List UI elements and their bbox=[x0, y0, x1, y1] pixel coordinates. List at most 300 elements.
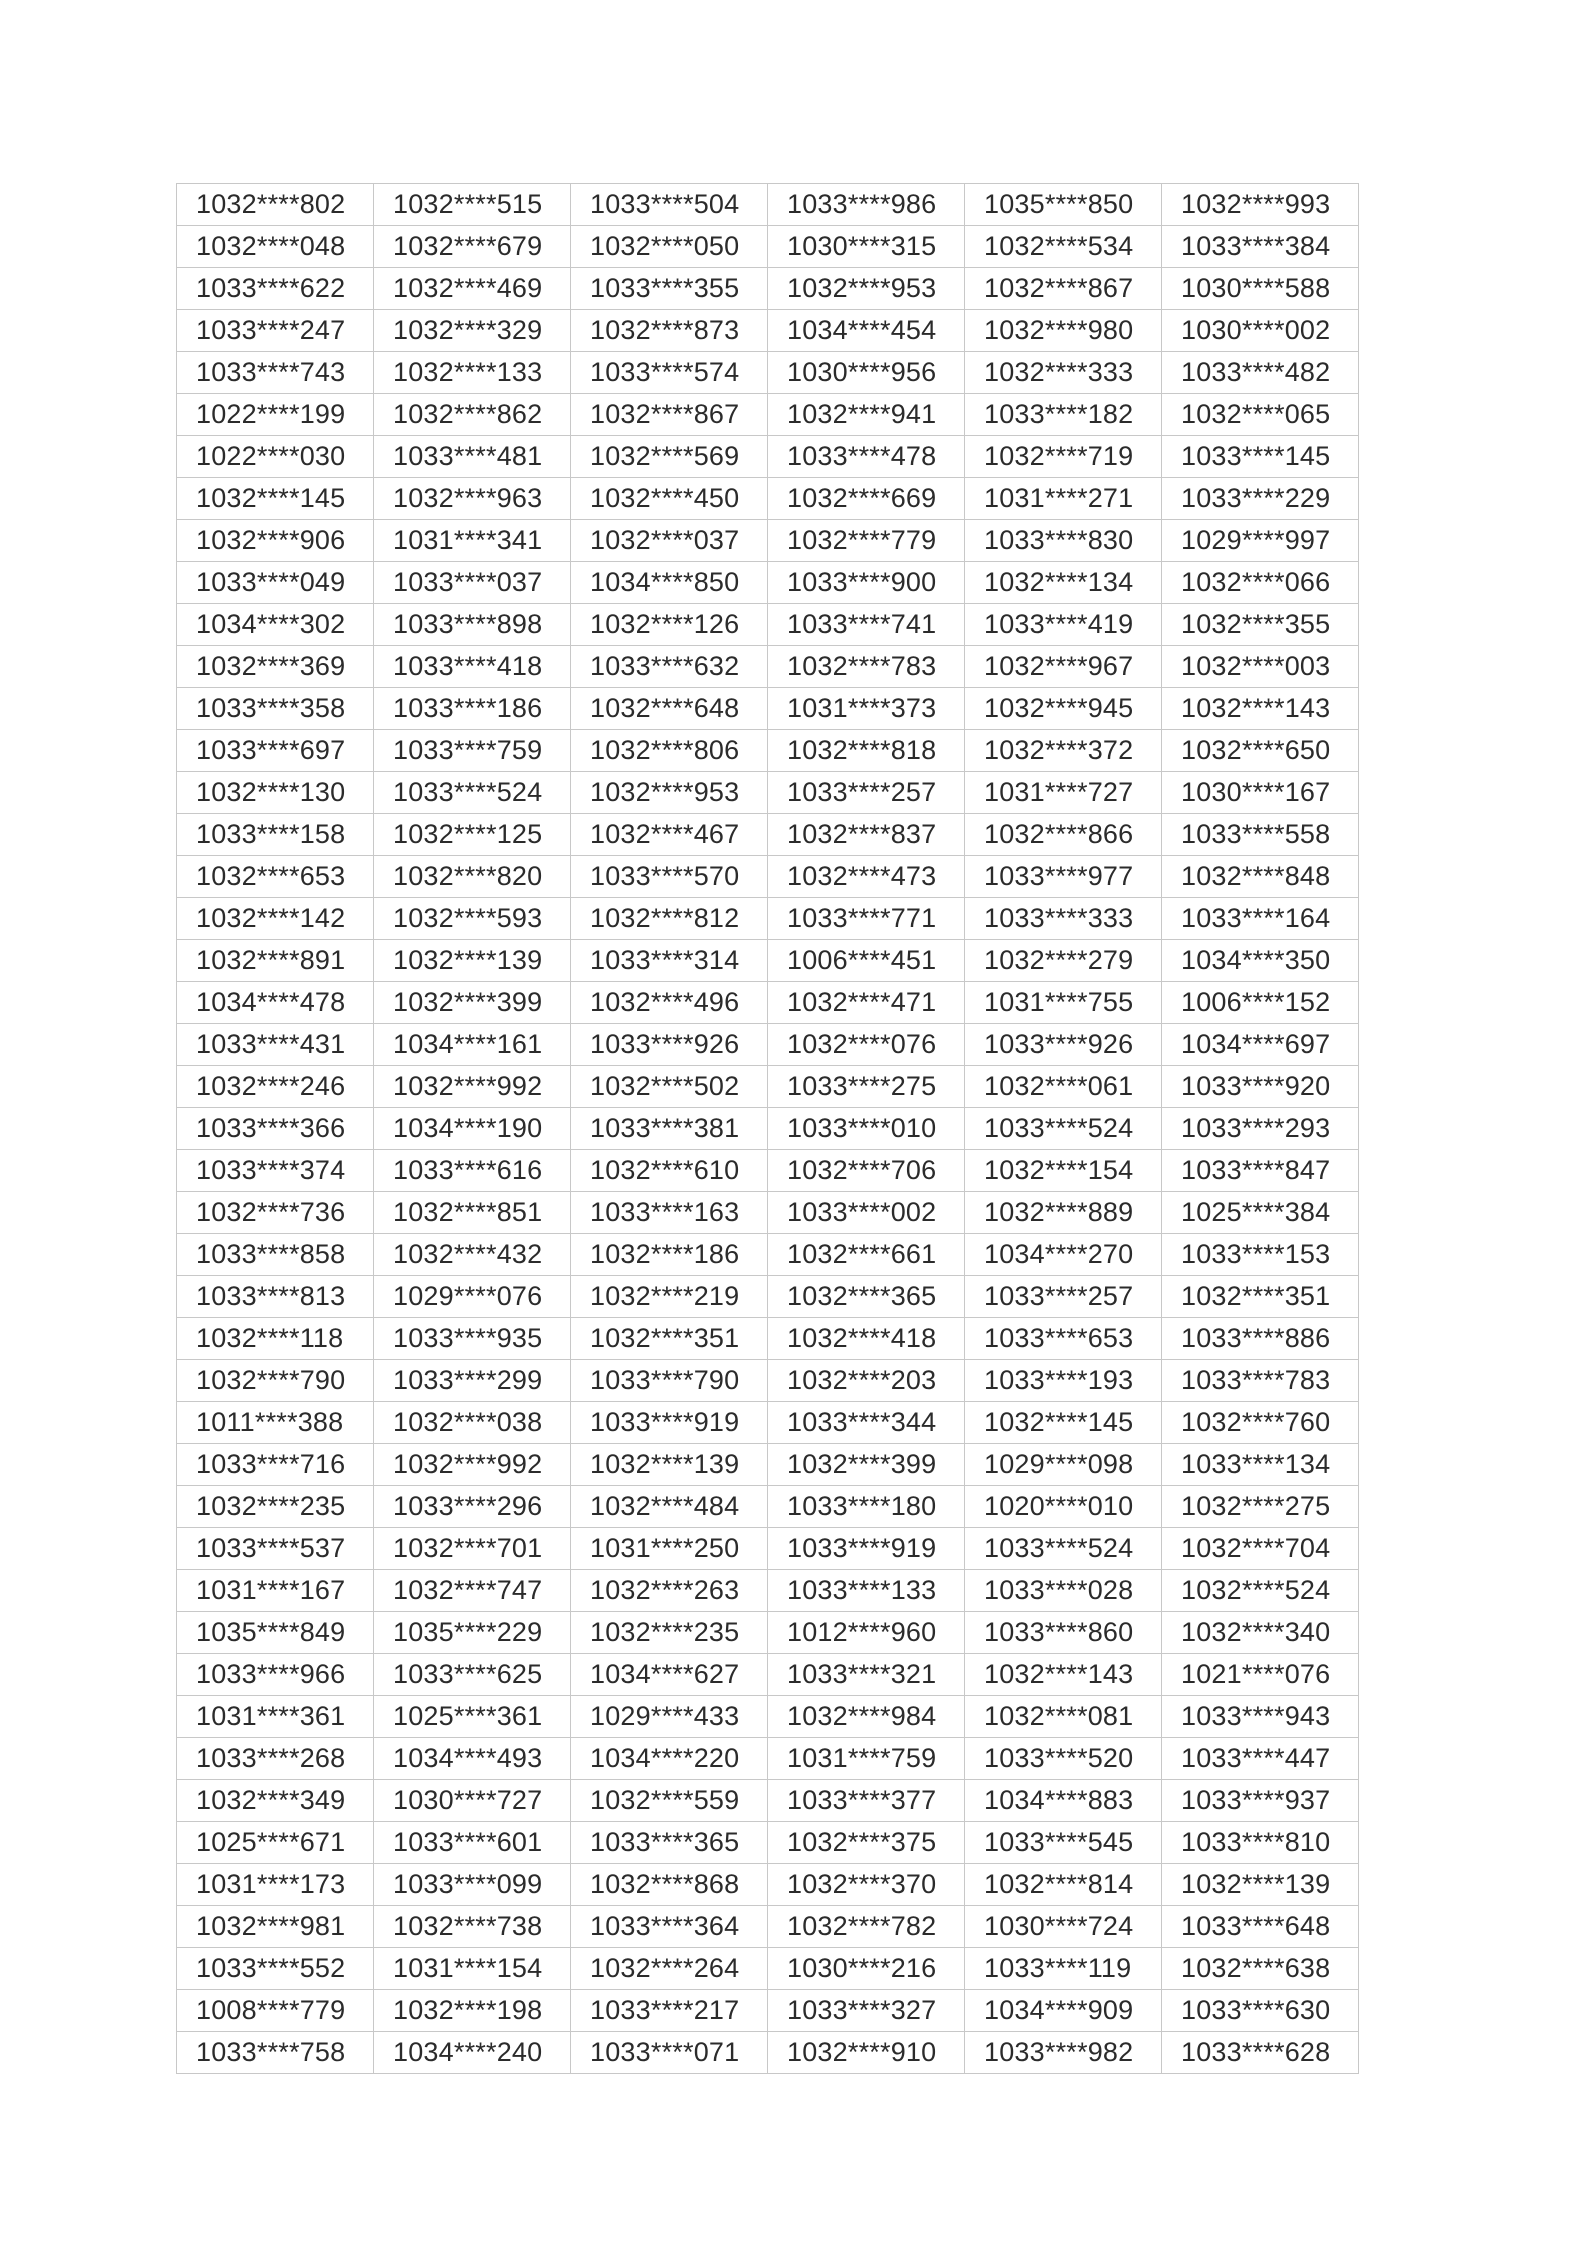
table-cell: 1032****048 bbox=[177, 226, 374, 268]
table-cell: 1033****257 bbox=[965, 1276, 1162, 1318]
table-row bbox=[177, 1612, 1359, 1654]
table-cell: 1032****820 bbox=[374, 856, 571, 898]
table-cell: 1033****648 bbox=[1162, 1906, 1359, 1948]
table-cell: 1033****926 bbox=[571, 1024, 768, 1066]
table-row bbox=[177, 604, 1359, 646]
table-cell: 1032****704 bbox=[1162, 1528, 1359, 1570]
table-cell: 1033****275 bbox=[768, 1066, 965, 1108]
table-cell: 1032****993 bbox=[1162, 184, 1359, 226]
table-cell: 1032****365 bbox=[768, 1276, 965, 1318]
table-cell: 1032****963 bbox=[374, 478, 571, 520]
table-cell: 1031****341 bbox=[374, 520, 571, 562]
table-cell: 1032****992 bbox=[374, 1066, 571, 1108]
table-cell: 1033****628 bbox=[1162, 2032, 1359, 2074]
table-cell: 1033****552 bbox=[177, 1948, 374, 1990]
table-cell: 1033****182 bbox=[965, 394, 1162, 436]
table-cell: 1033****982 bbox=[965, 2032, 1162, 2074]
table-cell: 1032****065 bbox=[1162, 394, 1359, 436]
table-cell: 1034****240 bbox=[374, 2032, 571, 2074]
table-cell: 1033****920 bbox=[1162, 1066, 1359, 1108]
table-cell: 1034****190 bbox=[374, 1108, 571, 1150]
table-cell: 1033****758 bbox=[177, 2032, 374, 2074]
table-cell: 1032****118 bbox=[177, 1318, 374, 1360]
table-cell: 1033****741 bbox=[768, 604, 965, 646]
table-cell: 1032****219 bbox=[571, 1276, 768, 1318]
table-cell: 1033****299 bbox=[374, 1360, 571, 1402]
table-cell: 1032****473 bbox=[768, 856, 965, 898]
table-cell: 1033****049 bbox=[177, 562, 374, 604]
table-row bbox=[177, 1822, 1359, 1864]
table-cell: 1032****235 bbox=[177, 1486, 374, 1528]
table-cell: 1032****432 bbox=[374, 1234, 571, 1276]
table-cell: 1032****050 bbox=[571, 226, 768, 268]
table-cell: 1030****724 bbox=[965, 1906, 1162, 1948]
table-cell: 1033****163 bbox=[571, 1192, 768, 1234]
table-cell: 1032****333 bbox=[965, 352, 1162, 394]
table-cell: 1034****697 bbox=[1162, 1024, 1359, 1066]
table-row bbox=[177, 1570, 1359, 1612]
table-row bbox=[177, 940, 1359, 982]
table-cell: 1032****484 bbox=[571, 1486, 768, 1528]
table-cell: 1034****350 bbox=[1162, 940, 1359, 982]
table-cell: 1032****910 bbox=[768, 2032, 965, 2074]
table-cell: 1025****384 bbox=[1162, 1192, 1359, 1234]
table-cell: 1033****847 bbox=[1162, 1150, 1359, 1192]
table-cell: 1032****559 bbox=[571, 1780, 768, 1822]
table-row bbox=[177, 1360, 1359, 1402]
table-cell: 1031****167 bbox=[177, 1570, 374, 1612]
table-cell: 1030****167 bbox=[1162, 772, 1359, 814]
table-cell: 1034****220 bbox=[571, 1738, 768, 1780]
table-cell: 1032****868 bbox=[571, 1864, 768, 1906]
table-cell: 1035****849 bbox=[177, 1612, 374, 1654]
table-row bbox=[177, 982, 1359, 1024]
table-cell: 1033****524 bbox=[965, 1108, 1162, 1150]
table-cell: 1033****374 bbox=[177, 1150, 374, 1192]
table-cell: 1033****257 bbox=[768, 772, 965, 814]
table-cell: 1032****351 bbox=[1162, 1276, 1359, 1318]
table-row bbox=[177, 1066, 1359, 1108]
table-cell: 1033****545 bbox=[965, 1822, 1162, 1864]
table-cell: 1031****361 bbox=[177, 1696, 374, 1738]
table-cell: 1033****886 bbox=[1162, 1318, 1359, 1360]
table-cell: 1033****365 bbox=[571, 1822, 768, 1864]
table-cell: 1032****867 bbox=[571, 394, 768, 436]
table-cell: 1033****716 bbox=[177, 1444, 374, 1486]
table-cell: 1033****333 bbox=[965, 898, 1162, 940]
table-cell: 1011****388 bbox=[177, 1402, 374, 1444]
table-cell: 1033****919 bbox=[571, 1402, 768, 1444]
table-row bbox=[177, 1108, 1359, 1150]
table-cell: 1032****143 bbox=[1162, 688, 1359, 730]
table-row bbox=[177, 268, 1359, 310]
table-cell: 1032****873 bbox=[571, 310, 768, 352]
table-row bbox=[177, 1024, 1359, 1066]
table-cell: 1032****375 bbox=[768, 1822, 965, 1864]
table-cell: 1032****355 bbox=[1162, 604, 1359, 646]
table-cell: 1033****478 bbox=[768, 436, 965, 478]
table-cell: 1034****850 bbox=[571, 562, 768, 604]
table-cell: 1033****574 bbox=[571, 352, 768, 394]
table-cell: 1029****098 bbox=[965, 1444, 1162, 1486]
table-cell: 1033****431 bbox=[177, 1024, 374, 1066]
table-cell: 1032****186 bbox=[571, 1234, 768, 1276]
table-cell: 1033****002 bbox=[768, 1192, 965, 1234]
table-cell: 1032****349 bbox=[177, 1780, 374, 1822]
table-cell: 1032****760 bbox=[1162, 1402, 1359, 1444]
table-row bbox=[177, 562, 1359, 604]
table-cell: 1032****534 bbox=[965, 226, 1162, 268]
table-cell: 1033****524 bbox=[965, 1528, 1162, 1570]
table-cell: 1033****381 bbox=[571, 1108, 768, 1150]
table-cell: 1032****139 bbox=[571, 1444, 768, 1486]
table-row bbox=[177, 1486, 1359, 1528]
table-cell: 1032****279 bbox=[965, 940, 1162, 982]
table-cell: 1035****229 bbox=[374, 1612, 571, 1654]
table-cell: 1033****630 bbox=[1162, 1990, 1359, 2032]
table-row bbox=[177, 1402, 1359, 1444]
table-cell: 1034****454 bbox=[768, 310, 965, 352]
table-row bbox=[177, 898, 1359, 940]
table-cell: 1033****119 bbox=[965, 1948, 1162, 1990]
table-cell: 1032****126 bbox=[571, 604, 768, 646]
table-row bbox=[177, 1696, 1359, 1738]
table-cell: 1032****992 bbox=[374, 1444, 571, 1486]
table-cell: 1032****450 bbox=[571, 478, 768, 520]
table-cell: 1032****848 bbox=[1162, 856, 1359, 898]
table-cell: 1033****364 bbox=[571, 1906, 768, 1948]
table-row bbox=[177, 184, 1359, 226]
table-cell: 1032****198 bbox=[374, 1990, 571, 2032]
table-cell: 1032****143 bbox=[965, 1654, 1162, 1696]
table-cell: 1033****419 bbox=[965, 604, 1162, 646]
table-row bbox=[177, 1906, 1359, 1948]
table-cell: 1033****158 bbox=[177, 814, 374, 856]
table-cell: 1032****953 bbox=[571, 772, 768, 814]
table-cell: 1032****125 bbox=[374, 814, 571, 856]
table-cell: 1032****706 bbox=[768, 1150, 965, 1192]
table-cell: 1033****482 bbox=[1162, 352, 1359, 394]
table-cell: 1034****883 bbox=[965, 1780, 1162, 1822]
table-row bbox=[177, 814, 1359, 856]
table-cell: 1032****891 bbox=[177, 940, 374, 982]
table-cell: 1032****133 bbox=[374, 352, 571, 394]
table-cell: 1032****866 bbox=[965, 814, 1162, 856]
table-cell: 1030****216 bbox=[768, 1948, 965, 1990]
table-cell: 1032****142 bbox=[177, 898, 374, 940]
table-cell: 1032****889 bbox=[965, 1192, 1162, 1234]
table-cell: 1029****076 bbox=[374, 1276, 571, 1318]
table-cell: 1032****372 bbox=[965, 730, 1162, 772]
table-cell: 1030****315 bbox=[768, 226, 965, 268]
table-cell: 1032****061 bbox=[965, 1066, 1162, 1108]
table-cell: 1033****153 bbox=[1162, 1234, 1359, 1276]
table-cell: 1032****818 bbox=[768, 730, 965, 772]
table-cell: 1032****515 bbox=[374, 184, 571, 226]
table-cell: 1031****271 bbox=[965, 478, 1162, 520]
table-cell: 1033****986 bbox=[768, 184, 965, 226]
table-cell: 1032****524 bbox=[1162, 1570, 1359, 1612]
table-cell: 1033****937 bbox=[1162, 1780, 1359, 1822]
table-cell: 1030****956 bbox=[768, 352, 965, 394]
table-cell: 1032****851 bbox=[374, 1192, 571, 1234]
table-cell: 1006****152 bbox=[1162, 982, 1359, 1024]
table-cell: 1033****919 bbox=[768, 1528, 965, 1570]
table-cell: 1031****154 bbox=[374, 1948, 571, 1990]
table-cell: 1012****960 bbox=[768, 1612, 965, 1654]
table-row bbox=[177, 394, 1359, 436]
table-cell: 1033****858 bbox=[177, 1234, 374, 1276]
table-cell: 1032****812 bbox=[571, 898, 768, 940]
table-cell: 1032****134 bbox=[965, 562, 1162, 604]
table-cell: 1033****481 bbox=[374, 436, 571, 478]
table-cell: 1032****369 bbox=[177, 646, 374, 688]
table-cell: 1033****977 bbox=[965, 856, 1162, 898]
table-row bbox=[177, 1990, 1359, 2032]
table-cell: 1032****638 bbox=[1162, 1948, 1359, 1990]
table-cell: 1031****727 bbox=[965, 772, 1162, 814]
table-cell: 1032****790 bbox=[177, 1360, 374, 1402]
table-cell: 1032****264 bbox=[571, 1948, 768, 1990]
table-cell: 1006****451 bbox=[768, 940, 965, 982]
table-cell: 1032****399 bbox=[768, 1444, 965, 1486]
table-cell: 1033****813 bbox=[177, 1276, 374, 1318]
table-cell: 1033****537 bbox=[177, 1528, 374, 1570]
table-cell: 1033****344 bbox=[768, 1402, 965, 1444]
table-cell: 1034****493 bbox=[374, 1738, 571, 1780]
table-cell: 1032****967 bbox=[965, 646, 1162, 688]
table-row bbox=[177, 1150, 1359, 1192]
table-cell: 1032****502 bbox=[571, 1066, 768, 1108]
table-cell: 1034****302 bbox=[177, 604, 374, 646]
table-row bbox=[177, 1864, 1359, 1906]
table-cell: 1033****520 bbox=[965, 1738, 1162, 1780]
table-cell: 1033****377 bbox=[768, 1780, 965, 1822]
table-cell: 1021****076 bbox=[1162, 1654, 1359, 1696]
table-row bbox=[177, 1276, 1359, 1318]
table-cell: 1033****358 bbox=[177, 688, 374, 730]
table-cell: 1022****199 bbox=[177, 394, 374, 436]
table-cell: 1032****139 bbox=[1162, 1864, 1359, 1906]
table-cell: 1032****203 bbox=[768, 1360, 965, 1402]
table-cell: 1033****935 bbox=[374, 1318, 571, 1360]
table-cell: 1033****771 bbox=[768, 898, 965, 940]
table-cell: 1033****099 bbox=[374, 1864, 571, 1906]
table-row bbox=[177, 1528, 1359, 1570]
table-cell: 1032****701 bbox=[374, 1528, 571, 1570]
table-cell: 1032****496 bbox=[571, 982, 768, 1024]
table-row bbox=[177, 1444, 1359, 1486]
table-cell: 1033****028 bbox=[965, 1570, 1162, 1612]
table-row bbox=[177, 1192, 1359, 1234]
table-row bbox=[177, 688, 1359, 730]
table-cell: 1033****010 bbox=[768, 1108, 965, 1150]
table-cell: 1033****180 bbox=[768, 1486, 965, 1528]
table-row bbox=[177, 646, 1359, 688]
table-row bbox=[177, 520, 1359, 562]
table-cell: 1032****862 bbox=[374, 394, 571, 436]
table-row bbox=[177, 310, 1359, 352]
table-cell: 1025****671 bbox=[177, 1822, 374, 1864]
table-cell: 1035****850 bbox=[965, 184, 1162, 226]
table-cell: 1032****802 bbox=[177, 184, 374, 226]
table-cell: 1008****779 bbox=[177, 1990, 374, 2032]
table-row bbox=[177, 1318, 1359, 1360]
table-row bbox=[177, 1654, 1359, 1696]
table-cell: 1032****076 bbox=[768, 1024, 965, 1066]
table-cell: 1032****984 bbox=[768, 1696, 965, 1738]
table-cell: 1034****270 bbox=[965, 1234, 1162, 1276]
table-cell: 1033****830 bbox=[965, 520, 1162, 562]
table-cell: 1030****727 bbox=[374, 1780, 571, 1822]
table-row bbox=[177, 436, 1359, 478]
table-cell: 1033****321 bbox=[768, 1654, 965, 1696]
table-cell: 1032****263 bbox=[571, 1570, 768, 1612]
table-cell: 1032****038 bbox=[374, 1402, 571, 1444]
table-cell: 1033****247 bbox=[177, 310, 374, 352]
table-row bbox=[177, 730, 1359, 772]
table-cell: 1032****145 bbox=[965, 1402, 1162, 1444]
table-body bbox=[177, 184, 1359, 2074]
table-cell: 1032****469 bbox=[374, 268, 571, 310]
table-cell: 1032****081 bbox=[965, 1696, 1162, 1738]
table-cell: 1032****783 bbox=[768, 646, 965, 688]
table-cell: 1032****806 bbox=[571, 730, 768, 772]
table-cell: 1032****351 bbox=[571, 1318, 768, 1360]
table-cell: 1029****433 bbox=[571, 1696, 768, 1738]
table-cell: 1033****071 bbox=[571, 2032, 768, 2074]
table-cell: 1033****366 bbox=[177, 1108, 374, 1150]
table-cell: 1029****997 bbox=[1162, 520, 1359, 562]
table-cell: 1032****037 bbox=[571, 520, 768, 562]
table-cell: 1033****193 bbox=[965, 1360, 1162, 1402]
table-cell: 1032****370 bbox=[768, 1864, 965, 1906]
table-cell: 1032****837 bbox=[768, 814, 965, 856]
table-cell: 1032****235 bbox=[571, 1612, 768, 1654]
table-cell: 1032****953 bbox=[768, 268, 965, 310]
table-cell: 1032****980 bbox=[965, 310, 1162, 352]
table-cell: 1033****418 bbox=[374, 646, 571, 688]
table-cell: 1032****139 bbox=[374, 940, 571, 982]
table-cell: 1030****588 bbox=[1162, 268, 1359, 310]
table-cell: 1033****898 bbox=[374, 604, 571, 646]
table-cell: 1033****314 bbox=[571, 940, 768, 982]
table-cell: 1033****524 bbox=[374, 772, 571, 814]
table-cell: 1032****418 bbox=[768, 1318, 965, 1360]
table-cell: 1020****010 bbox=[965, 1486, 1162, 1528]
table-cell: 1032****593 bbox=[374, 898, 571, 940]
table-cell: 1034****909 bbox=[965, 1990, 1162, 2032]
table-cell: 1033****625 bbox=[374, 1654, 571, 1696]
table-cell: 1032****719 bbox=[965, 436, 1162, 478]
table-cell: 1032****941 bbox=[768, 394, 965, 436]
table-row bbox=[177, 772, 1359, 814]
table-cell: 1033****293 bbox=[1162, 1108, 1359, 1150]
table-cell: 1033****355 bbox=[571, 268, 768, 310]
table-cell: 1032****246 bbox=[177, 1066, 374, 1108]
table-cell: 1034****161 bbox=[374, 1024, 571, 1066]
table-cell: 1032****340 bbox=[1162, 1612, 1359, 1654]
table-cell: 1031****373 bbox=[768, 688, 965, 730]
table-cell: 1033****558 bbox=[1162, 814, 1359, 856]
table-cell: 1032****399 bbox=[374, 982, 571, 1024]
table-cell: 1032****981 bbox=[177, 1906, 374, 1948]
table-cell: 1032****867 bbox=[965, 268, 1162, 310]
table-cell: 1034****478 bbox=[177, 982, 374, 1024]
table-row bbox=[177, 1234, 1359, 1276]
table-cell: 1031****173 bbox=[177, 1864, 374, 1906]
table-cell: 1033****601 bbox=[374, 1822, 571, 1864]
table-cell: 1032****154 bbox=[965, 1150, 1162, 1192]
table-cell: 1033****759 bbox=[374, 730, 571, 772]
table-cell: 1032****329 bbox=[374, 310, 571, 352]
table-cell: 1032****610 bbox=[571, 1150, 768, 1192]
table-cell: 1033****327 bbox=[768, 1990, 965, 2032]
id-number-table bbox=[176, 183, 1359, 2074]
table-cell: 1032****747 bbox=[374, 1570, 571, 1612]
table-cell: 1033****217 bbox=[571, 1990, 768, 2032]
table-cell: 1033****783 bbox=[1162, 1360, 1359, 1402]
table-cell: 1033****133 bbox=[768, 1570, 965, 1612]
table-cell: 1032****814 bbox=[965, 1864, 1162, 1906]
table-cell: 1033****145 bbox=[1162, 436, 1359, 478]
table-row bbox=[177, 1948, 1359, 1990]
table-cell: 1033****384 bbox=[1162, 226, 1359, 268]
table-cell: 1030****002 bbox=[1162, 310, 1359, 352]
table-cell: 1022****030 bbox=[177, 436, 374, 478]
table-cell: 1033****943 bbox=[1162, 1696, 1359, 1738]
table-cell: 1033****164 bbox=[1162, 898, 1359, 940]
table-cell: 1033****900 bbox=[768, 562, 965, 604]
table-cell: 1033****504 bbox=[571, 184, 768, 226]
table-row bbox=[177, 856, 1359, 898]
table-cell: 1032****275 bbox=[1162, 1486, 1359, 1528]
table-row bbox=[177, 1738, 1359, 1780]
table-cell: 1032****653 bbox=[177, 856, 374, 898]
table-cell: 1033****966 bbox=[177, 1654, 374, 1696]
table-cell: 1033****134 bbox=[1162, 1444, 1359, 1486]
table-row bbox=[177, 226, 1359, 268]
table-cell: 1032****906 bbox=[177, 520, 374, 562]
table-cell: 1031****250 bbox=[571, 1528, 768, 1570]
table-cell: 1032****945 bbox=[965, 688, 1162, 730]
table-cell: 1033****186 bbox=[374, 688, 571, 730]
table-cell: 1031****759 bbox=[768, 1738, 965, 1780]
table-cell: 1033****570 bbox=[571, 856, 768, 898]
table-cell: 1033****296 bbox=[374, 1486, 571, 1528]
table-cell: 1032****471 bbox=[768, 982, 965, 1024]
table-cell: 1032****738 bbox=[374, 1906, 571, 1948]
table-cell: 1032****648 bbox=[571, 688, 768, 730]
table-cell: 1025****361 bbox=[374, 1696, 571, 1738]
table-cell: 1032****003 bbox=[1162, 646, 1359, 688]
table-cell: 1033****743 bbox=[177, 352, 374, 394]
table-cell: 1033****229 bbox=[1162, 478, 1359, 520]
table-cell: 1032****736 bbox=[177, 1192, 374, 1234]
table-cell: 1032****467 bbox=[571, 814, 768, 856]
table-cell: 1033****926 bbox=[965, 1024, 1162, 1066]
table-cell: 1033****268 bbox=[177, 1738, 374, 1780]
table-cell: 1033****632 bbox=[571, 646, 768, 688]
table-cell: 1032****569 bbox=[571, 436, 768, 478]
table-cell: 1032****145 bbox=[177, 478, 374, 520]
table-cell: 1033****697 bbox=[177, 730, 374, 772]
table-cell: 1032****679 bbox=[374, 226, 571, 268]
table-cell: 1033****622 bbox=[177, 268, 374, 310]
table-cell: 1033****860 bbox=[965, 1612, 1162, 1654]
table-cell: 1032****066 bbox=[1162, 562, 1359, 604]
table-cell: 1032****779 bbox=[768, 520, 965, 562]
